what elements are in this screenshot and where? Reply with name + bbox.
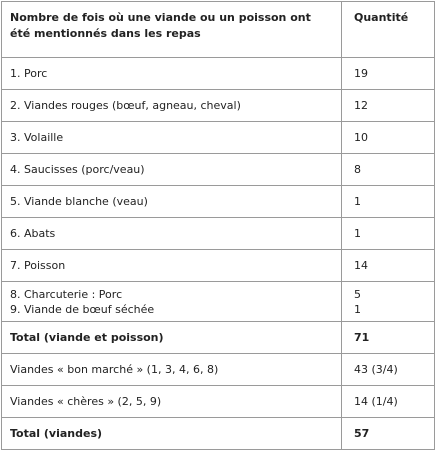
- expensive-meat-label: Viandes « chères » (2, 5, 9): [2, 386, 342, 418]
- total-fish-quantity: 71: [342, 322, 435, 354]
- row-quantity: 12: [342, 90, 435, 122]
- total-meat-quantity: 57: [342, 418, 435, 450]
- row-quantity: 8: [342, 154, 435, 186]
- table-row: [2, 90, 435, 122]
- row-quantity: 14: [342, 250, 435, 282]
- row-label: 2. Viandes rouges (bœuf, agneau, cheval): [2, 90, 342, 122]
- header-label: Nombre de fois où une viande ou un poisson ont été mentionnés dans les repas: [2, 2, 342, 58]
- row-label: 6. Abats: [2, 218, 342, 250]
- total-meat-label: Total (viandes): [2, 418, 342, 450]
- table-row-charcuterie: [2, 282, 435, 322]
- total-meat-row: [2, 418, 435, 450]
- row-quantity: 1: [342, 186, 435, 218]
- table-row: [2, 154, 435, 186]
- row-quantity-line: 1: [354, 302, 361, 316]
- table-row: [2, 250, 435, 282]
- row-quantity: 10: [342, 122, 435, 154]
- row-quantity-double: [342, 282, 435, 322]
- row-label-double: [2, 282, 342, 322]
- meat-fish-table: [1, 1, 435, 450]
- expensive-meat-row: [2, 386, 435, 418]
- row-label: 5. Viande blanche (veau): [2, 186, 342, 218]
- expensive-meat-quantity: 14 (1/4): [342, 386, 435, 418]
- table-row: [2, 218, 435, 250]
- cheap-meat-label: Viandes « bon marché » (1, 3, 4, 6, 8): [2, 354, 342, 386]
- row-label: 1. Porc: [2, 58, 342, 90]
- cheap-meat-quantity: 43 (3/4): [342, 354, 435, 386]
- table-row: [2, 186, 435, 218]
- row-label-line: 9. Viande de bœuf séchée: [10, 302, 155, 316]
- row-label: 7. Poisson: [2, 250, 342, 282]
- header-quantity: Quantité: [342, 2, 435, 58]
- table-header-row: [2, 2, 435, 58]
- row-quantity: 1: [342, 218, 435, 250]
- row-label: 4. Saucisses (porc/veau): [2, 154, 342, 186]
- row-label-line: 8. Charcuterie : Porc: [10, 287, 123, 301]
- table-row: [2, 122, 435, 154]
- cheap-meat-row: [2, 354, 435, 386]
- row-quantity-line: 5: [354, 287, 361, 301]
- total-fish-label: Total (viande et poisson): [2, 322, 342, 354]
- row-label: 3. Volaille: [2, 122, 342, 154]
- total-fish-row: [2, 322, 435, 354]
- table-row: [2, 58, 435, 90]
- row-quantity: 19: [342, 58, 435, 90]
